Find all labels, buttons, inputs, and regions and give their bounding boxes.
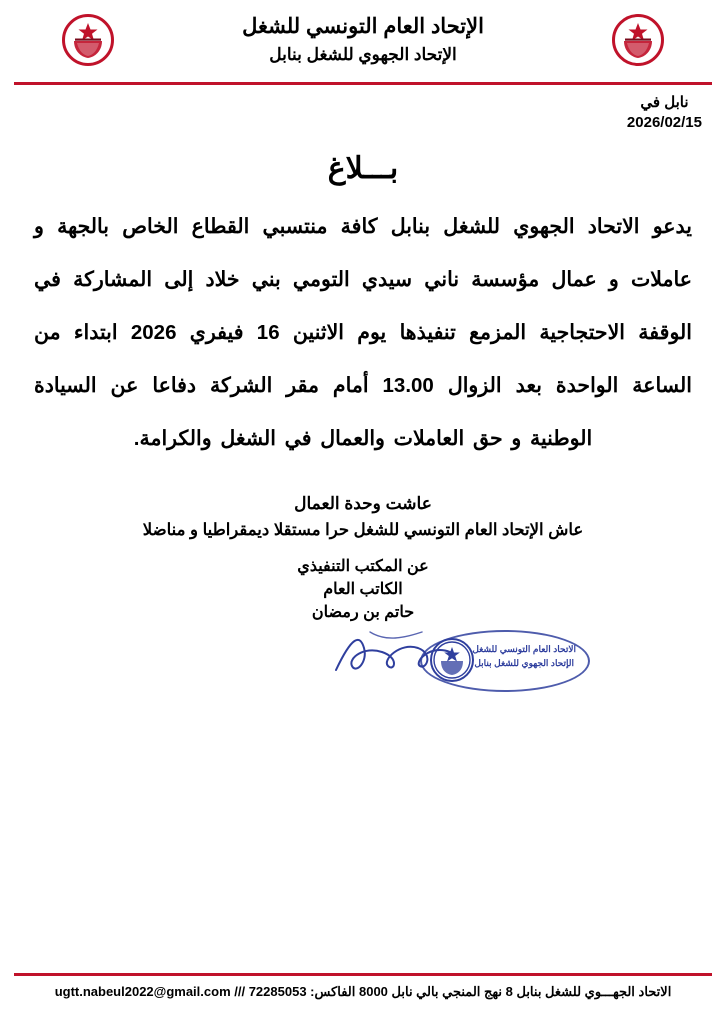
date-row: [0, 85, 726, 133]
slogan-line-1: عاشت وحدة العمال: [294, 494, 432, 513]
stamp-line-2: الإتحاد الجهوي للشغل بنابل: [474, 658, 574, 668]
document-body: [0, 200, 726, 465]
stamp-seal-icon: [430, 638, 474, 682]
stamp-text: [472, 642, 576, 670]
body-paragraph: يدعو الاتحاد الجهوي للشغل بنابل كافة منتسبي القطاع الخاص بالجهة و عاملات و عمال مؤسسة ناني سيدي التومي بني خلاد إلى المشاركة في الوقفة الاحتجاجية المزمع تنفيذها يوم الاثنين 16 فيفري 2026 ابتداء من الساعة الواحدة بعد الزوال 13.00 أمام مقر الشركة دفاعا عن السيادة الوطنية و حق العاملات والعمال في الشغل والكرامة.: [34, 215, 692, 450]
page-title: بـــلاغ: [327, 152, 399, 185]
footer-divider: [14, 973, 712, 976]
organization-name: الإتحاد العام التونسي للشغل: [242, 15, 484, 38]
signature-block: [0, 555, 726, 624]
stamp-area: [0, 626, 726, 712]
signature-line-1: عن المكتب التنفيذي: [297, 558, 429, 575]
official-stamp: [420, 630, 590, 692]
signature-line-3: حاتم بن رمضان: [311, 604, 415, 621]
ugtt-logo-icon: [62, 14, 114, 66]
ugtt-logo-icon: [612, 14, 664, 66]
slogans: [0, 491, 726, 543]
date-place-label: نابل في: [640, 94, 689, 111]
slogan-line-2: عاش الإتحاد العام التونسي للشغل حرا مستقلا ديمقراطيا و مناضلا: [142, 521, 584, 539]
organization-subtitle: الإتحاد الجهوي للشغل بنابل: [269, 45, 457, 64]
stamp-line-1: الاتحاد العام التونسي للشغل: [472, 644, 576, 654]
signature-line-2: الكاتب العام: [323, 581, 403, 598]
footer-contact: الاتحاد الجهـــوي للشغل بنابل 8 نهج المنجي بالي نابل 8000 الفاكس: 72285053 /// ugtt.nabeul2022@gmail.com: [54, 984, 672, 999]
date-value: 2026/02/15: [626, 114, 702, 131]
document-header: [0, 0, 726, 78]
date-block: [627, 93, 702, 133]
header-titles: [14, 12, 712, 68]
